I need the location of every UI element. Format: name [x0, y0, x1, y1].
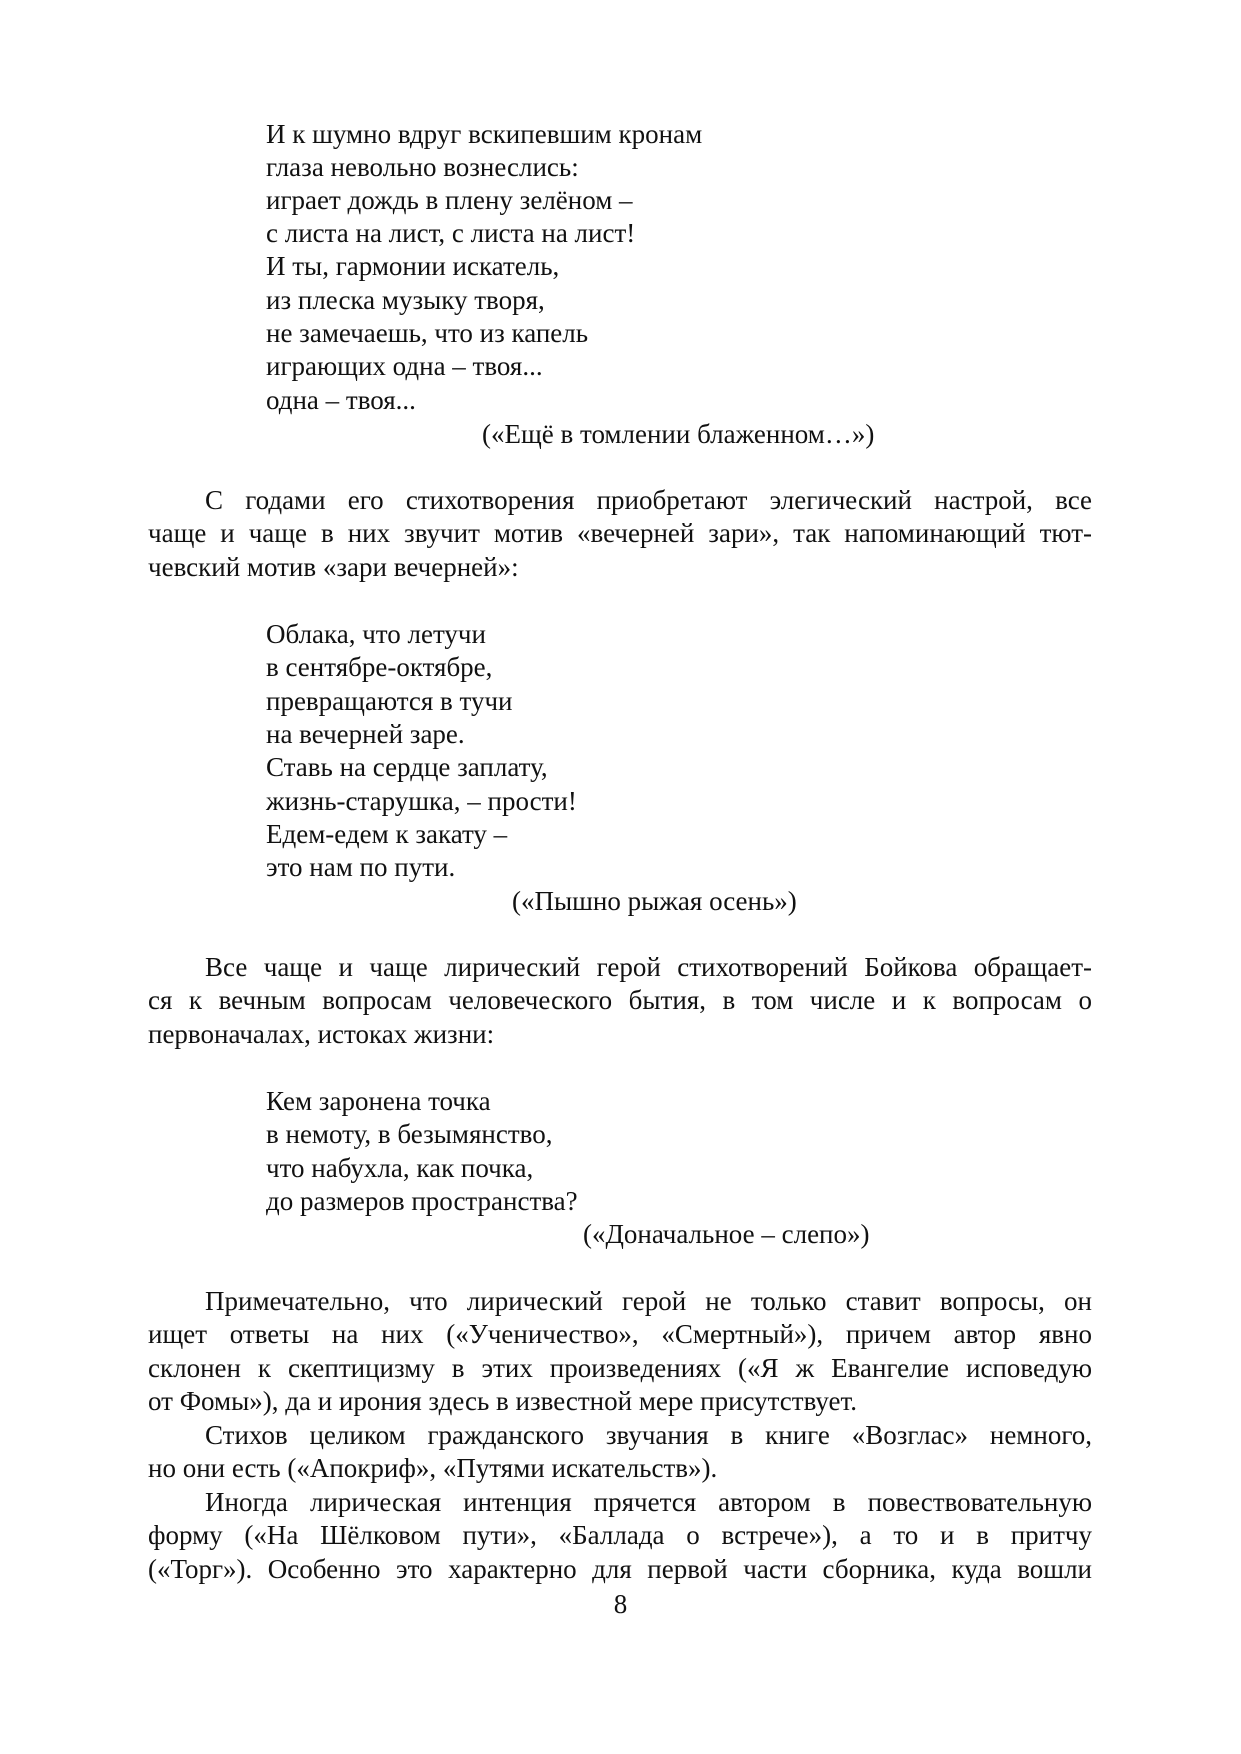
poem-line: до размеров пространства? — [266, 1186, 578, 1216]
poem-line: в сентябре-октябре, — [266, 652, 493, 682]
text-line: Все чаще и чаще лирический герой стихотворений Бойкова обращает- — [205, 952, 1092, 982]
poem-line: глаза невольно вознеслись: — [266, 152, 579, 182]
text-line: («Торг»). Особенно это характерно для первой части сборника, куда вошли — [148, 1553, 1092, 1584]
poem-line: не замечаешь, что из капель — [266, 318, 589, 348]
text-line: чевский мотив «зари вечерней»: — [148, 551, 519, 582]
poem-line: играющих одна – твоя... — [266, 351, 543, 381]
text-line: ся к вечным вопросам человеческого бытия, в том числе и к вопросам о — [148, 985, 1092, 1016]
text-line: чаще и чаще в них звучит мотив «вечерней зари», так напоминающий тют- — [148, 518, 1092, 549]
poem-line: И к шумно вдруг вскипевшим кронам — [266, 119, 703, 149]
poem-line: жизнь-старушка, – прости! — [266, 786, 577, 816]
text-line: Стихов целиком гражданского звучания в книге «Возглас» немного, — [205, 1420, 1092, 1450]
paragraph-1 — [148, 484, 1092, 584]
text-line: Примечательно, что лирический герой не только ставит вопросы, он — [205, 1286, 1092, 1316]
paragraph-5 — [148, 1486, 1092, 1586]
poem-line: одна – твоя... — [266, 385, 416, 415]
poem-line: на вечерней заре. — [266, 719, 465, 749]
poem-line: что набухла, как почка, — [266, 1153, 534, 1183]
text-line: первоначалах, истоках жизни: — [148, 1018, 495, 1049]
poem-line: Ставь на сердце заплату, — [266, 752, 548, 782]
poem-line: Едем-едем к закату – — [266, 819, 508, 849]
text-line: но они есть («Апокриф», «Путями искательств»). — [148, 1453, 718, 1484]
paragraph-2 — [148, 951, 1092, 1051]
poem-line: играет дождь в плену зелёном – — [266, 185, 633, 215]
poem-source: («Ещё в томлении блаженном…») — [482, 419, 875, 449]
page-number: 8 — [613, 1589, 628, 1619]
text-line: от Фомы»), да и ирония здесь в известной мере присутствует. — [148, 1386, 858, 1417]
poem-line: из плеска музыку творя, — [266, 285, 545, 315]
text-line: Иногда лирическая интенция прячется автором в повествовательную — [205, 1487, 1092, 1517]
poem-line: в немоту, в безымянство, — [266, 1119, 553, 1149]
poem-line: Облака, что летучи — [266, 619, 486, 649]
paragraph-3 — [148, 1285, 1092, 1419]
text-line: С годами его стихотворения приобретают элегический настрой, все — [205, 485, 1092, 515]
poem-line: превращаются в тучи — [266, 686, 513, 716]
poem-line: Кем заронена точка — [266, 1086, 491, 1116]
poem-source: («Доначальное – слепо») — [583, 1219, 870, 1249]
poem-source: («Пышно рыжая осень») — [512, 886, 797, 916]
text-line: ищет ответы на них («Ученичество», «Смертный»), причем автор явно — [148, 1319, 1092, 1350]
poem-line: с листа на лист, с листа на лист! — [266, 218, 636, 248]
paragraph-4 — [148, 1419, 1092, 1486]
poem-line: И ты, гармонии искатель, — [266, 251, 560, 281]
text-line: форму («На Шёлковом пути», «Баллада о встрече»), а то и в притчу — [148, 1520, 1092, 1551]
poem-line: это нам по пути. — [266, 852, 456, 882]
text-line: склонен к скептицизму в этих произведениях («Я ж Евангелие исповедую — [148, 1352, 1092, 1383]
